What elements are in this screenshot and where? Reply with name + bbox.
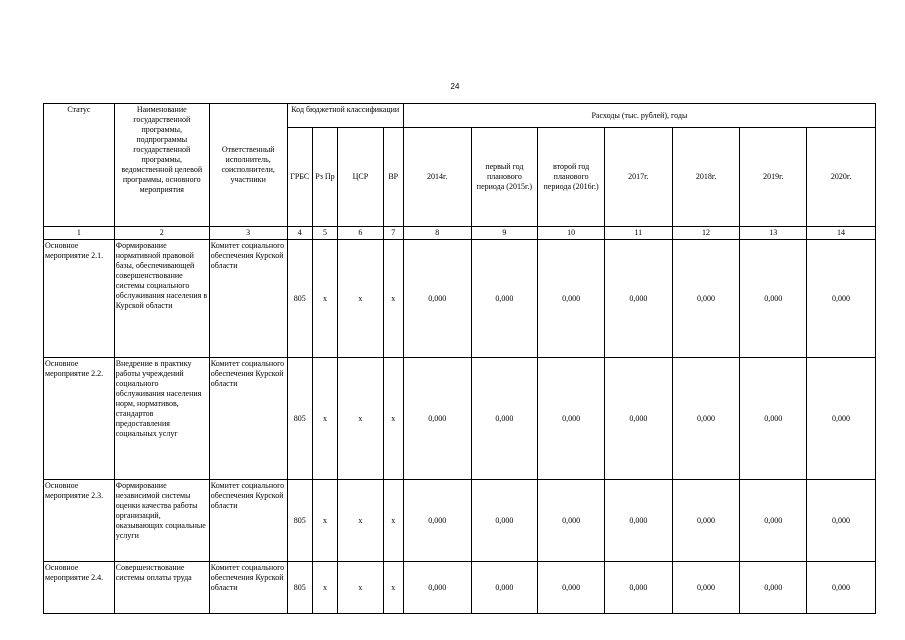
table-row: [44, 562, 876, 614]
column-number: 9: [471, 227, 538, 240]
row-value-2016: 0,000: [538, 240, 605, 358]
header-status: Статус: [44, 104, 115, 227]
row-responsible: Комитет социального обеспечения Курской области: [209, 480, 287, 562]
row-value-2015: 0,000: [471, 562, 538, 614]
header-year-2014: 2014г.: [403, 128, 471, 227]
row-csr: х: [338, 240, 383, 358]
page-number: 24: [450, 82, 460, 91]
row-value-2018: 0,000: [672, 562, 740, 614]
header-year-2017: 2017г.: [604, 128, 672, 227]
row-value-2015: 0,000: [471, 358, 538, 480]
row-status: Основное мероприятие 2.4.: [44, 562, 115, 614]
header-grbs: ГРБС: [287, 128, 312, 227]
column-number: 6: [338, 227, 383, 240]
column-number: 2: [114, 227, 209, 240]
row-rzpr: х: [312, 562, 337, 614]
column-number: 12: [672, 227, 740, 240]
table-row: [44, 240, 876, 358]
row-csr: х: [338, 358, 383, 480]
row-value-2016: 0,000: [538, 480, 605, 562]
row-status: Основное мероприятие 2.1.: [44, 240, 115, 358]
header-year-2018: 2018г.: [672, 128, 740, 227]
column-number: 8: [403, 227, 471, 240]
row-name: Внедрение в практику работы учреждений социального обслуживания населения норм, нормативов, стандартов предоставления социальных услуг: [114, 358, 209, 480]
row-vr: х: [383, 480, 403, 562]
row-grbs: 805: [287, 240, 312, 358]
header-rzpr: Рз Пр: [312, 128, 337, 227]
row-grbs: 805: [287, 358, 312, 480]
header-name: Наименование государственной программы, подпрограммы государственной программы, ведомственной целевой программы, основного мероприятия: [114, 104, 209, 227]
row-status: Основное мероприятие 2.3.: [44, 480, 115, 562]
row-name: Совершенствование системы оплаты труда: [114, 562, 209, 614]
row-vr: х: [383, 240, 403, 358]
row-value-2019: 0,000: [740, 358, 807, 480]
row-rzpr: х: [312, 480, 337, 562]
header-csr: ЦСР: [338, 128, 383, 227]
row-responsible: Комитет социального обеспечения Курской области: [209, 358, 287, 480]
row-value-2017: 0,000: [604, 358, 672, 480]
row-value-2020: 0,000: [807, 358, 876, 480]
budget-table: [43, 103, 876, 614]
row-value-2018: 0,000: [672, 480, 740, 562]
row-value-2019: 0,000: [740, 562, 807, 614]
row-grbs: 805: [287, 562, 312, 614]
row-value-2018: 0,000: [672, 358, 740, 480]
row-csr: х: [338, 562, 383, 614]
row-value-2020: 0,000: [807, 562, 876, 614]
row-responsible: Комитет социального обеспечения Курской области: [209, 562, 287, 614]
row-value-2014: 0,000: [403, 240, 471, 358]
row-responsible: Комитет социального обеспечения Курской области: [209, 240, 287, 358]
row-value-2019: 0,000: [740, 240, 807, 358]
column-number: 4: [287, 227, 312, 240]
row-value-2016: 0,000: [538, 358, 605, 480]
column-number: 5: [312, 227, 337, 240]
column-number: 13: [740, 227, 807, 240]
row-value-2015: 0,000: [471, 240, 538, 358]
row-rzpr: х: [312, 240, 337, 358]
row-rzpr: х: [312, 358, 337, 480]
row-name: Формирование нормативной правовой базы, обеспечивающей совершенствование системы социального обслуживания населения в Курской области: [114, 240, 209, 358]
row-name: Формирование независимой системы оценки качества работы организаций, оказывающих социальные услуги: [114, 480, 209, 562]
column-number: 14: [807, 227, 876, 240]
table-row: [44, 358, 876, 480]
table-row: [44, 480, 876, 562]
header-responsible: Ответственный исполнитель, соисполнители, участники: [209, 104, 287, 227]
row-value-2017: 0,000: [604, 562, 672, 614]
column-number: 10: [538, 227, 605, 240]
header-expenses: Расходы (тыс. рублей), годы: [403, 104, 875, 128]
header-year-2020: 2020г.: [807, 128, 876, 227]
column-number-row: [44, 227, 876, 240]
header-vr: ВР: [383, 128, 403, 227]
row-vr: х: [383, 562, 403, 614]
row-value-2015: 0,000: [471, 480, 538, 562]
row-csr: х: [338, 480, 383, 562]
row-value-2014: 0,000: [403, 562, 471, 614]
column-number: 11: [604, 227, 672, 240]
row-value-2014: 0,000: [403, 358, 471, 480]
row-value-2020: 0,000: [807, 240, 876, 358]
row-value-2016: 0,000: [538, 562, 605, 614]
row-value-2018: 0,000: [672, 240, 740, 358]
row-value-2017: 0,000: [604, 240, 672, 358]
row-value-2017: 0,000: [604, 480, 672, 562]
header-budget-code: Код бюджетной классификации: [287, 104, 403, 128]
row-grbs: 805: [287, 480, 312, 562]
column-number: 3: [209, 227, 287, 240]
header-year-2015: первый год планового периода (2015г.): [471, 128, 538, 227]
row-vr: х: [383, 358, 403, 480]
row-value-2014: 0,000: [403, 480, 471, 562]
header-year-2019: 2019г.: [740, 128, 807, 227]
row-status: Основное мероприятие 2.2.: [44, 358, 115, 480]
row-value-2019: 0,000: [740, 480, 807, 562]
column-number: 7: [383, 227, 403, 240]
column-number: 1: [44, 227, 115, 240]
header-year-2016: второй год планового периода (2016г.): [538, 128, 605, 227]
row-value-2020: 0,000: [807, 480, 876, 562]
